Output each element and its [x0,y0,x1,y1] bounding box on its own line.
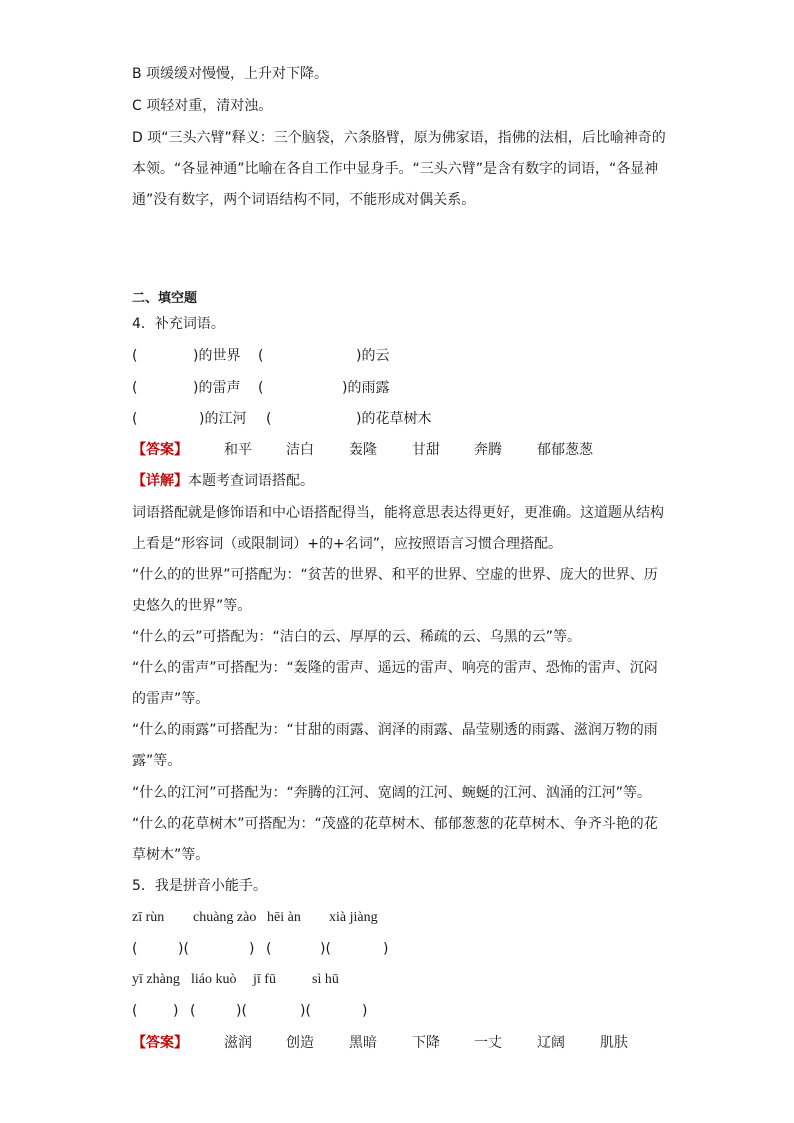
blank-suffix: )的花草树木 [356,411,432,427]
answer-word: 黑暗 [349,1035,377,1051]
option-c-text: C 项轻对重，清对浊。 [132,98,273,114]
paren-open: ( [266,411,272,427]
pinyin-row-1 [0,908,794,928]
answer-word: 滋润 [224,1035,252,1051]
answer-label: 【答案】 [132,442,188,458]
pinyin-word: hēi àn [267,910,301,925]
blank-suffix: )的江河 [199,411,247,427]
option-d-line-2: 本领。“各显神通”比喻在各自工作中显身手。“三头六臂”是含有数字的词语，“各显神 [132,161,659,177]
q4-stem: 4．补充词语。 [132,316,225,332]
detail-line: 史悠久的世界”等。 [132,598,252,614]
q4-detail-header [132,471,314,491]
blank-suffix: )的云 [356,348,390,364]
paren: ) [362,1003,368,1019]
detail-line: “什么的江河”可搭配为：“奔腾的江河、宽阔的江河、蜿蜒的江河、汹涌的江河”等。 [132,785,652,801]
answer-word: 洁白 [286,442,314,458]
answer-word: 辽阔 [537,1035,565,1051]
detail-line: “什么的花草树木”可搭配为：“茂盛的花草树木、郁郁葱葱的花草树木、争齐斗艳的花 [132,816,658,832]
paren-open: ( [132,380,138,396]
pinyin-word: jī fū [253,972,276,987]
paren: ( [190,1003,196,1019]
blank-suffix: )的雨露 [342,380,390,396]
paren-row-2 [0,1001,794,1021]
detail-line: “什么的雨露”可搭配为：“甘甜的雨露、润泽的雨露、晶莹剔透的雨露、滋润万物的雨 [132,722,658,738]
answer-word: 和平 [224,442,252,458]
paren: )( [320,941,331,957]
detail-intro: 本题考查词语搭配。 [188,473,314,489]
q4-blank-row-3 [0,409,794,429]
pinyin-word: xià jiàng [329,910,378,925]
paren-open: ( [258,348,264,364]
answer-word: 甘甜 [412,442,440,458]
detail-line: 草树木”等。 [132,847,210,863]
answer-word: 一丈 [474,1035,502,1051]
q4-blank-row-2 [0,378,794,398]
paren: )( [300,1003,311,1019]
paren: ) [383,941,389,957]
option-d-line-1: D 项“三头六臂”释义：三个脑袋，六条胳臂，原为佛家语，指佛的法相，后比喻神奇的 [132,130,666,146]
paren-open: ( [132,348,138,364]
pinyin-word: liáo kuò [191,972,237,987]
paren: ) [249,941,255,957]
q4-blank-row-1 [0,346,794,366]
detail-line: 的雷声”等。 [132,691,210,707]
pinyin-row-2 [0,970,794,990]
paren: ( [132,1003,138,1019]
option-d-line-3: 通”没有数字，两个词语结构不同，不能形成对偶关系。 [132,192,476,208]
option-b-text: B 项缓缓对慢慢，上升对下降。 [132,66,329,82]
paren: )( [178,941,189,957]
detail-label: 【详解】 [132,473,188,489]
q4-answer-row [0,440,794,460]
paren: )( [236,1003,247,1019]
answer-word: 创造 [286,1035,314,1051]
paren-row-1 [0,939,794,959]
detail-line: 露”等。 [132,753,182,769]
paren: ( [266,941,272,957]
detail-line: 上看是“形容词（或限制词）+的+名词”，应按照语言习惯合理搭配。 [132,536,562,552]
answer-word: 郁郁葱葱 [537,442,593,458]
answer-word: 奔腾 [474,442,502,458]
detail-line: “什么的云”可搭配为：“洁白的云、厚厚的云、稀疏的云、乌黑的云”等。 [132,629,582,645]
pinyin-word: yī zhàng [132,972,180,987]
blank-suffix: )的雷声 [193,380,241,396]
q5-answer-row [0,1033,794,1053]
detail-line: “什么的雷声”可搭配为：“轰隆的雷声、遥远的雷声、响亮的雷声、恐怖的雷声、沉闷 [132,660,658,676]
detail-line: 词语搭配就是修饰语和中心语搭配得当，能将意思表达得更好，更准确。这道题从结构 [132,505,664,521]
answer-label: 【答案】 [132,1035,188,1051]
answer-word: 轰隆 [349,442,377,458]
pinyin-word: chuàng zào [193,910,257,925]
pinyin-word: zī rùn [132,910,165,925]
answer-word: 肌肤 [600,1035,628,1051]
q5-stem: 5．我是拼音小能手。 [132,878,267,894]
detail-line: “什么的的世界”可搭配为：“贫苦的世界、和平的世界、空虚的世界、庞大的世界、历 [132,567,658,583]
answer-word: 下降 [412,1035,440,1051]
paren: ( [132,941,138,957]
section-title: 二、填空题 [132,291,198,306]
blank-suffix: )的世界 [193,348,241,364]
paren-open: ( [258,380,264,396]
paren: ) [173,1003,179,1019]
paren-open: ( [132,411,138,427]
pinyin-word: sì hū [312,972,339,987]
